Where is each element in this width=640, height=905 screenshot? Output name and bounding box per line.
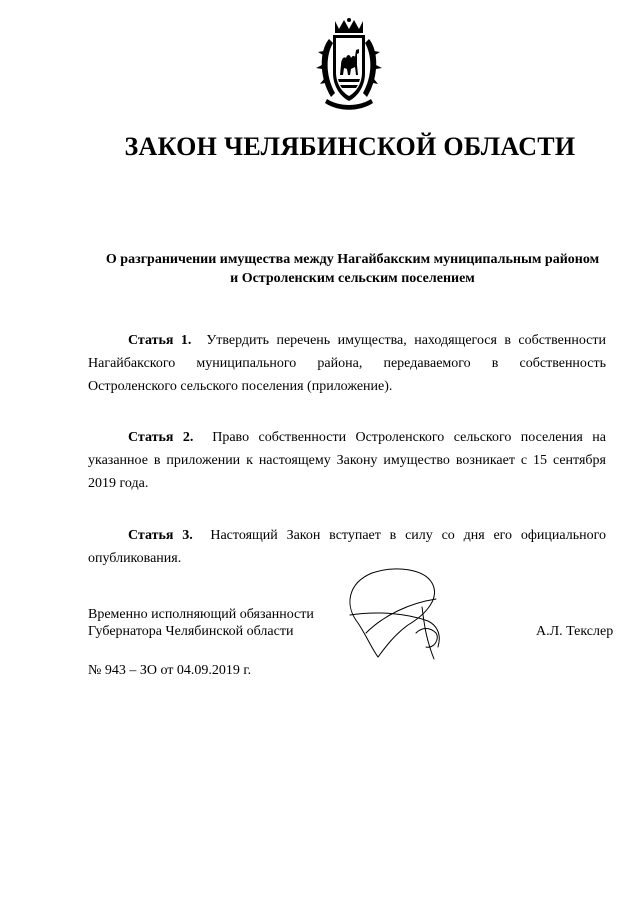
article-1-text: Утвердить перечень имущества, находящегося в собственности Нагайбакского муниципального района, передаваемого в собственность Остроленского сельского поселения (приложение). (88, 333, 607, 394)
article-2-text: Право собственности Остроленского сельского поселения на указанное в приложении к настоящему Закону имущество возникает с 15 сентября 2019 года. (88, 430, 606, 491)
document-title: ЗАКОН ЧЕЛЯБИНСКОЙ ОБЛАСТИ (124, 132, 576, 161)
chelyabinsk-coat-of-arms-icon (313, 17, 385, 113)
position-line-1: Временно исполняющий обязанности (88, 607, 314, 622)
article-1-label: Статья 1. (128, 333, 192, 348)
article-2-label: Статья 2. (128, 430, 194, 445)
handwritten-signature-icon (336, 563, 451, 665)
document-subtitle (95, 250, 610, 288)
article-3-label: Статья 3. (128, 528, 193, 543)
article-2 (88, 426, 606, 495)
subtitle-line-1: О разграничении имущества между Нагайбакским муниципальным районом (105, 252, 600, 267)
signatory-name: А.Л. Текслер (536, 624, 614, 639)
signatory-position (88, 606, 348, 640)
position-line-2: Губернатора Челябинской области (88, 624, 294, 639)
article-1 (88, 329, 606, 398)
document-number: № 943 – ЗО от 04.09.2019 г. (88, 663, 252, 678)
subtitle-line-2: и Остроленским сельским поселением (230, 271, 475, 286)
article-3-text: Настоящий Закон вступает в силу со дня его официального опубликования. (88, 528, 606, 566)
